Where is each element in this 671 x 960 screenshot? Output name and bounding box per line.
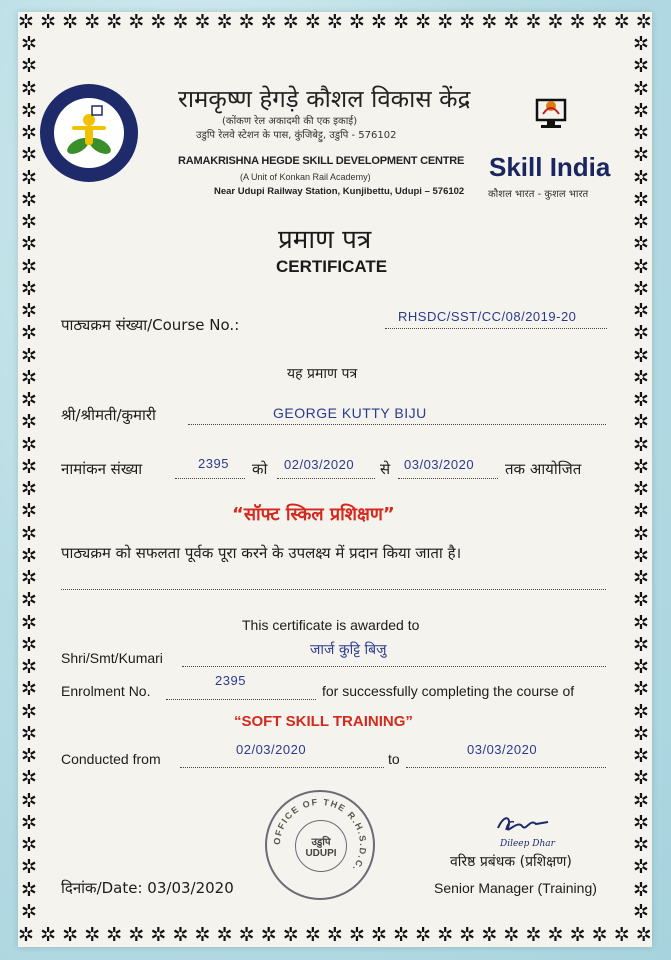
org-name-english: RAMAKRISHNA HEGDE SKILL DEVELOPMENT CENTRE [178,155,465,167]
org-address-hindi: उडुपि रेलवे स्टेशन के पास, कुंजिबेट्टु, उडुपि - 576102 [196,130,397,141]
office-seal-stamp [265,790,375,900]
dotted-line [398,478,498,479]
hindi-to-word: से [380,460,391,478]
designation-english: Senior Manager (Training) [434,880,597,896]
hindi-intro: यह प्रमाण पत्र [287,366,358,382]
english-name-value: जार्ज कुट्टि बिजु [310,642,387,658]
logo-emblem [54,98,124,168]
dotted-line [180,767,384,768]
designation-hindi: वरिष्ठ प्रबंधक (प्रशिक्षण) [450,854,572,870]
signature-text: Dileep Dhar [500,839,555,849]
org-subtitle-hindi: (कोंकण रेल अकादमी की एक इकाई) [222,116,358,127]
star-border-top: ✲ ✲ ✲ ✲ ✲ ✲ ✲ ✲ ✲ ✲ ✲ ✲ ✲ ✲ ✲ ✲ ✲ ✲ ✲ ✲ ✲ ✲ ✲ ✲ ✲ ✲ ✲ ✲ ✲ [18,12,652,33]
hindi-completion-text: पाठ्यक्रम को सफलता पूर्वक पूरा करने के उपलक्ष्य में प्रदान किया जाता है। [61,544,462,562]
skill-india-wordmark: Skill India [489,152,611,182]
english-intro: This certificate is awarded to [242,617,420,633]
dotted-line [277,478,375,479]
signature [478,810,588,854]
english-enrol-value: 2395 [215,673,246,688]
star-border-right: ✲ ✲ ✲ ✲ ✲ ✲ ✲ ✲ ✲ ✲ ✲ ✲ ✲ ✲ ✲ ✲ ✲ ✲ ✲ ✲ ✲ ✲ ✲ ✲ ✲ ✲ ✲ ✲ ✲ ✲ ✲ ✲ ✲ ✲ ✲ ✲ ✲ ✲ ✲ ✲ [633,34,649,923]
stamp-center [295,820,347,872]
hindi-name-value: GEORGE KUTTY BIJU [273,405,427,421]
issue-date: दिनांक/Date: 03/03/2020 [61,879,234,897]
english-name-label: Shri/Smt/Kumari [61,650,163,666]
certificate-title-hindi: प्रमाण पत्र [278,225,372,255]
dotted-line [175,478,245,479]
english-from-date: 02/03/2020 [236,742,307,757]
org-subtitle-english: (A Unit of Konkan Rail Academy) [240,172,371,182]
hindi-tail: तक आयोजित [505,460,582,478]
hindi-name-label: श्री/श्रीमती/कुमारी [61,406,156,424]
dotted-line [188,424,606,425]
certificate-title-english: CERTIFICATE [276,257,388,276]
course-no-label: पाठ्यक्रम संख्या/Course No.: [61,316,240,334]
rhsdc-logo [40,84,138,182]
english-conducted-label: Conducted from [61,751,161,767]
hindi-enrol-label: नामांकन संख्या [61,460,143,478]
star-border-bottom: ✲ ✲ ✲ ✲ ✲ ✲ ✲ ✲ ✲ ✲ ✲ ✲ ✲ ✲ ✲ ✲ ✲ ✲ ✲ ✲ ✲ ✲ ✲ ✲ ✲ ✲ ✲ ✲ ✲ [18,925,652,946]
org-address-english: Near Udupi Railway Station, Kunjibettu, Udupi – 576102 [214,186,465,197]
english-to-word: to [388,751,400,767]
hindi-from-date: 02/03/2020 [284,457,355,472]
english-enrol-tail: for successfully completing the course of [322,683,575,699]
course-no-value: RHSDC/SST/CC/08/2019-20 [398,309,577,324]
dotted-line [61,589,606,590]
english-course-name: “SOFT SKILL TRAINING” [234,713,413,730]
hindi-enrol-value: 2395 [198,456,229,471]
stamp-text-english: UDUPI [305,847,337,859]
hindi-from-word: को [252,460,268,478]
dotted-line [406,767,606,768]
stamp-ring-text: OFFICE OF THE R.H.S.D.C. [271,796,369,875]
hindi-course-name: “सॉफ्ट स्किल प्रशिक्षण” [232,504,395,525]
english-enrol-label: Enrolment No. [61,683,151,699]
stamp-text-hindi: उडुपि [311,836,331,848]
dotted-line [385,328,607,329]
skill-india-emblem-icon [529,92,573,136]
skill-india-tagline: कौशल भारत - कुशल भारत [488,189,589,200]
hindi-to-date: 03/03/2020 [404,457,475,472]
star-border-left: ✲ ✲ ✲ ✲ ✲ ✲ ✲ ✲ ✲ ✲ ✲ ✲ ✲ ✲ ✲ ✲ ✲ ✲ ✲ ✲ ✲ ✲ ✲ ✲ ✲ ✲ ✲ ✲ ✲ ✲ ✲ ✲ ✲ ✲ ✲ ✲ ✲ ✲ ✲ ✲ [21,34,37,923]
dotted-line [182,666,606,667]
dotted-line [166,699,316,700]
english-to-date: 03/03/2020 [467,742,538,757]
org-name-hindi: रामकृष्ण हेगड़े कौशल विकास केंद्र [178,85,471,113]
